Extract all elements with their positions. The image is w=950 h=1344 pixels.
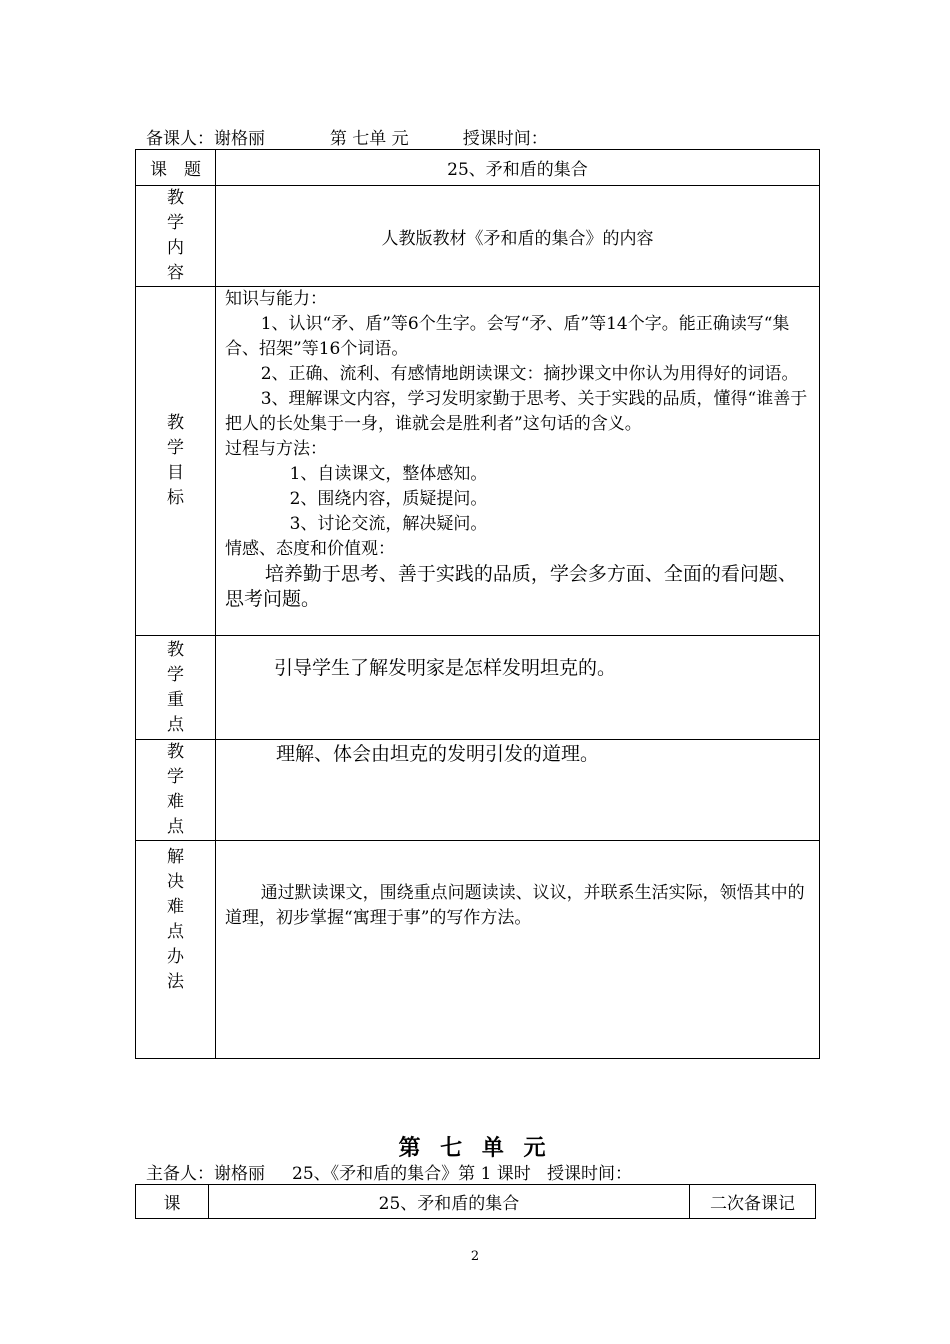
content-row xyxy=(136,186,820,287)
solution-label: 解决难点办法 xyxy=(166,847,184,992)
knowledge-item-2: 2、正确、流利、有感情地朗读课文：摘抄课文中你认为用得好的词语。 xyxy=(260,364,799,384)
content-label: 教学内容 xyxy=(166,188,184,283)
lesson-table-2 xyxy=(135,1184,816,1219)
lesson-row xyxy=(136,1185,816,1219)
topic-row xyxy=(136,150,820,186)
solution-value: 通过默读课文，围绕重点问题读读、议议，并联系生活实际，领悟其中的道理，初步掌握“寓理于事”的写作方法。 xyxy=(216,841,820,1059)
header-line xyxy=(146,124,548,149)
page-number: 2 xyxy=(470,1249,480,1264)
lesson-row-value: 25、矛和盾的集合 xyxy=(209,1185,690,1219)
content-value: 人教版教材《矛和盾的集合》的内容 xyxy=(216,186,820,287)
difficulty-value: 理解、体会由坦克的发明引发的道理。 xyxy=(216,740,820,841)
process-heading: 过程与方法： xyxy=(225,439,327,459)
goals-row xyxy=(136,287,820,636)
goals-label: 教学目标 xyxy=(166,413,184,508)
unit-label: 第 七单 元 xyxy=(329,129,409,149)
second-prep-note: 二次备课记 xyxy=(690,1185,816,1219)
difficulty-row xyxy=(136,740,820,841)
knowledge-heading: 知识与能力： xyxy=(225,289,327,309)
process-item-1: 1、自读课文，整体感知。 xyxy=(289,464,488,484)
key-point-row xyxy=(136,636,820,740)
preparer: 备课人：谢格丽 xyxy=(146,129,265,149)
main-preparer: 主备人：谢格丽 xyxy=(146,1164,265,1184)
lesson-plan-table xyxy=(135,149,820,1059)
solution-row xyxy=(136,841,820,1059)
lesson-label: 25、《矛和盾的集合》第 1 课时 xyxy=(292,1164,531,1184)
topic-value: 25、矛和盾的集合 xyxy=(216,150,820,186)
key-point-label: 教学重点 xyxy=(166,639,184,735)
process-item-3: 3、讨论交流，解决疑问。 xyxy=(289,514,488,534)
teach-time-label: 授课时间： xyxy=(462,129,548,149)
key-point-value: 引导学生了解发明家是怎样发明坦克的。 xyxy=(216,636,820,740)
header-line-2 xyxy=(146,1159,632,1184)
process-item-2: 2、围绕内容，质疑提问。 xyxy=(289,489,488,509)
knowledge-item-3: 3、理解课文内容，学习发明家勤于思考、关于实践的品质，懂得“谁善于把人的长处集于一身，谁就会是胜利者”这句话的含义。 xyxy=(225,389,808,434)
topic-label: 课 题 xyxy=(136,150,216,186)
teach-time-label-2: 授课时间： xyxy=(547,1164,633,1184)
lesson-row-label: 课 xyxy=(136,1185,209,1219)
goals-cell xyxy=(216,287,820,636)
emotion-item-1: 培养勤于思考、善于实践的品质，学会多方面、全面的看问题、思考问题。 xyxy=(225,563,797,610)
difficulty-label: 教学难点 xyxy=(166,742,184,837)
unit-title: 第 七 单 元 xyxy=(398,1135,552,1161)
emotion-heading: 情感、态度和价值观： xyxy=(225,539,395,559)
knowledge-item-1: 1、认识“矛、盾”等6个生字。会写“矛、盾”等14个字。能正确读写“集合、招架”等16个词语。 xyxy=(225,314,790,359)
